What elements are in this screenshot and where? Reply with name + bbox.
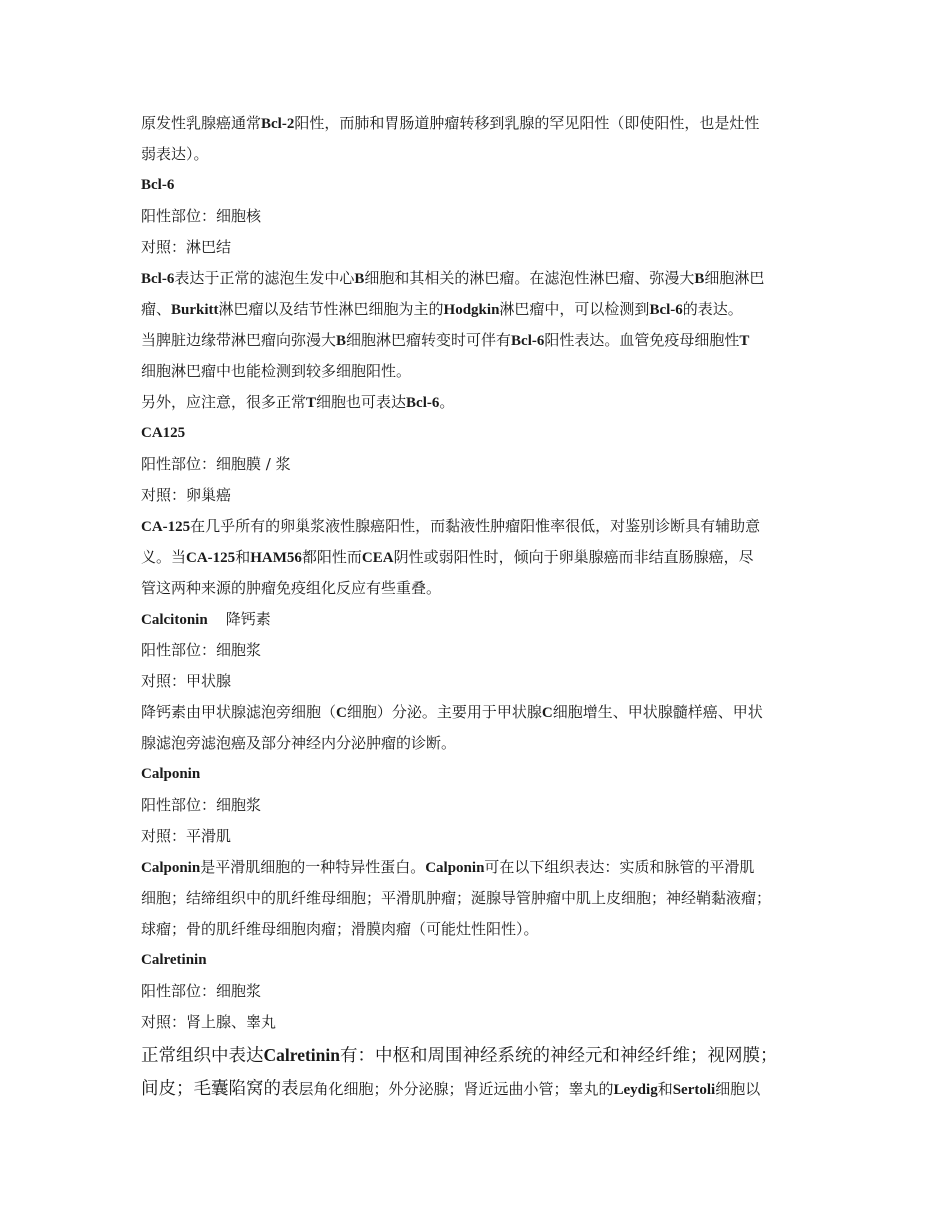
text-span: 淋巴瘤以及结节性淋巴细胞为主的 (218, 300, 444, 318)
bcl6-heading: Bcl-6 (141, 177, 175, 193)
ca125-text-line-2 (141, 542, 813, 573)
bcl6-p1-line-1 (141, 263, 813, 294)
text-span: 阴性或弱阳性时，倾向于卵巢腺癌而非结直肠腺癌，尽 (393, 548, 754, 566)
marker-name: Bcl-6 (511, 333, 545, 349)
heading-en: Calcitonin (141, 612, 208, 628)
text-span: 阳性，而肺和胃肠道肿瘤转移到乳腺的罕见阳性（即使阳性，也是灶性 (294, 114, 760, 132)
marker-name: Leydig (613, 1082, 658, 1098)
marker-name: B (354, 271, 365, 287)
calponin-heading: Calponin (141, 766, 201, 782)
calponin-text-line-3: 球瘤；骨的肌纤维母细胞肉瘤；滑膜肉瘤（可能灶性阳性）。 (141, 920, 539, 938)
calponin-text-line-1 (141, 852, 813, 883)
calponin-control: 对照：平滑肌 (141, 827, 232, 845)
calcitonin-heading (141, 604, 813, 635)
text-span: 弱表达）。 (141, 145, 209, 163)
text-span: 另外，应注意，很多正常 (141, 393, 307, 411)
calponin-text-line-2: 细胞；结缔组织中的肌纤维母细胞；平滑肌肿瘤；涎腺导管肿瘤中肌上皮细胞；神经鞘黏液瘤； (141, 889, 772, 907)
marker-name: Sertoli (672, 1082, 716, 1098)
calcitonin-control: 对照：甲状腺 (141, 672, 232, 690)
bcl2-text-line-2 (141, 139, 813, 170)
ca125-text-line-3: 管这两种来源的肿瘤免疫组化反应有些重叠。 (141, 579, 442, 597)
text-span: 细胞以 (715, 1080, 761, 1098)
marker-name: CEA (361, 550, 394, 566)
marker-name: Bcl-2 (261, 116, 295, 132)
ca125-control: 对照：卵巢癌 (141, 486, 232, 504)
bcl6-location: 阳性部位：细胞核 (141, 207, 262, 225)
marker-name: B (336, 333, 347, 349)
text-span: 细胞淋巴 (704, 269, 765, 287)
calretinin-location: 阳性部位：细胞浆 (141, 982, 262, 1000)
text-span: 细胞增生、甲状腺髓样癌、甲状 (552, 703, 763, 721)
text-span: 和 (657, 1080, 673, 1098)
text-span: 义。当 (141, 548, 187, 566)
text-span: 原发性乳腺癌通常 (141, 114, 262, 132)
marker-name: C (336, 705, 347, 721)
marker-name: Bcl-6 (406, 395, 440, 411)
text-span: 的表达。 (682, 300, 743, 318)
text-span: 降钙素由甲状腺滤泡旁细胞（ (141, 703, 337, 721)
text-span: 都阳性而 (301, 548, 362, 566)
calretinin-heading: Calretinin (141, 952, 207, 968)
marker-name: Calretinin (263, 1045, 340, 1065)
ca125-location: 阳性部位：细胞膜 / 浆 (141, 455, 291, 473)
marker-name: Bcl-6 (649, 302, 683, 318)
marker-name: T (739, 333, 750, 349)
marker-name: Hodgkin (443, 302, 500, 318)
text-span: 细胞淋巴瘤转变时可伴有 (346, 331, 512, 349)
ca125-text-line-1 (141, 511, 813, 542)
text-span: 瘤、 (141, 300, 172, 318)
document-page (141, 108, 813, 1106)
calretinin-text-line-2 (141, 1072, 813, 1106)
text-span: 在几乎所有的卵巢浆液性腺癌阳性，而黏液性肿瘤阳惟率很低，对鉴别诊断具有辅助意 (190, 517, 761, 535)
text-span: 。 (439, 393, 455, 411)
text-span: 细胞也可表达 (316, 393, 407, 411)
bcl6-p2-line-2: 细胞淋巴瘤中也能检测到较多细胞阳性。 (141, 362, 412, 380)
calcitonin-text-line-2: 腺滤泡旁滤泡癌及部分神经内分泌肿瘤的诊断。 (141, 734, 457, 752)
text-span: 有：中枢和周围神经系统的神经元和神经纤维；视网膜； (340, 1046, 778, 1066)
ca125-heading: CA125 (141, 425, 186, 441)
text-span: 正常组织中表达 (141, 1046, 264, 1066)
text-span: 和 (235, 548, 251, 566)
text-span: 层角化细胞；外分泌腺；肾近远曲小管；睾丸的 (298, 1080, 614, 1098)
calcitonin-location: 阳性部位：细胞浆 (141, 641, 262, 659)
marker-name: T (306, 395, 317, 411)
marker-name: CA-125 (141, 519, 191, 535)
marker-name: Burkitt (171, 302, 219, 318)
calretinin-text-line-1 (141, 1038, 813, 1072)
calcitonin-text-line-1 (141, 697, 813, 728)
text-span: 当脾脏边缘带淋巴瘤向弥漫大 (141, 331, 337, 349)
bcl6-p1-line-2 (141, 294, 813, 325)
marker-name: C (541, 705, 553, 721)
marker-name: Bcl-6 (141, 271, 175, 287)
heading-cn: 降钙素 (225, 610, 271, 628)
text-span: 是平滑肌细胞的一种特异性蛋白。 (200, 858, 426, 876)
bcl6-p2-line-1 (141, 325, 813, 356)
marker-name: B (694, 271, 705, 287)
text-span: 间皮；毛囊陷窝的表 (141, 1079, 299, 1099)
marker-name: Calponin (141, 860, 201, 876)
text-span: 可在以下组织表达：实质和脉管的平滑肌 (484, 858, 755, 876)
calretinin-control: 对照：肾上腺、睾丸 (141, 1013, 277, 1031)
text-span: 细胞）分泌。主要用于甲状腺 (346, 703, 542, 721)
text-span: 淋巴瘤中，可以检测到 (499, 300, 650, 318)
bcl2-text-line-1 (141, 108, 813, 139)
calponin-location: 阳性部位：细胞浆 (141, 796, 262, 814)
text-span: 阳性表达。血管免疫母细胞性 (544, 331, 740, 349)
text-span: 表达于正常的滤泡生发中心 (174, 269, 355, 287)
bcl6-p3 (141, 387, 813, 418)
text-span: 细胞和其相关的淋巴瘤。在滤泡性淋巴瘤、弥漫大 (364, 269, 695, 287)
marker-name: HAM56 (250, 550, 302, 566)
bcl6-control: 对照：淋巴结 (141, 238, 232, 256)
marker-name: CA-125 (186, 550, 236, 566)
marker-name: Calponin (425, 860, 485, 876)
